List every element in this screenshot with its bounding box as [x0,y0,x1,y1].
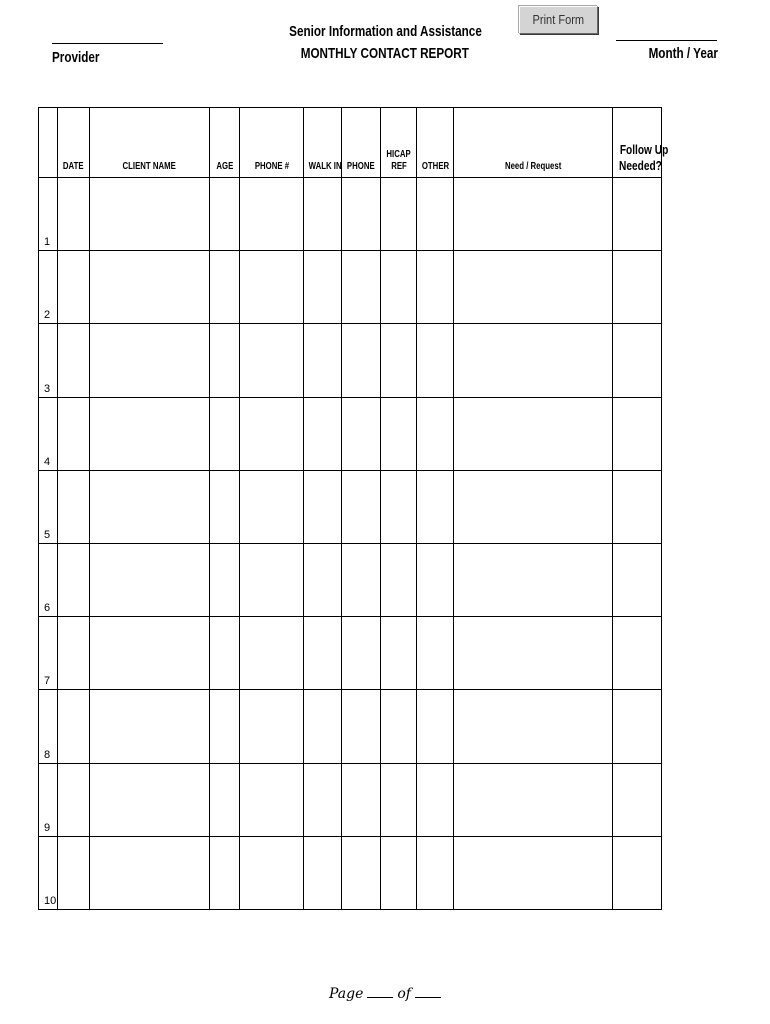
row-number: 2 [39,251,58,324]
hicap-ref-cell[interactable] [381,470,417,543]
row-number: 5 [39,470,58,543]
walk-in-cell[interactable] [304,470,342,543]
follow-up-cell[interactable] [613,763,662,836]
date-cell[interactable] [58,470,90,543]
client-name-cell[interactable] [90,178,210,251]
page-number-field[interactable] [367,985,393,998]
walk-in-cell[interactable] [304,836,342,909]
column-header-number [39,108,58,178]
row-number: 6 [39,543,58,616]
phone-number-cell[interactable] [240,543,304,616]
phone-cell[interactable] [342,470,381,543]
month-year-label: Month / Year [648,45,718,62]
month-year-field-line[interactable] [616,40,717,41]
table-row [39,470,662,543]
column-header-hicap-ref: HICAP REF [381,108,417,178]
phone-cell[interactable] [342,690,381,763]
phone-number-cell[interactable] [240,470,304,543]
table-row [39,543,662,616]
row-number: 4 [39,397,58,470]
phone-cell[interactable] [342,397,381,470]
follow-up-cell[interactable] [613,324,662,397]
phone-cell[interactable] [342,617,381,690]
age-cell[interactable] [210,251,240,324]
need-request-cell[interactable] [454,690,613,763]
of-label: of [397,986,411,1002]
walk-in-cell[interactable] [304,324,342,397]
other-cell[interactable] [417,251,454,324]
age-cell[interactable] [210,836,240,909]
client-name-cell[interactable] [90,836,210,909]
date-cell[interactable] [58,617,90,690]
column-header-date: DATE [58,108,90,178]
age-cell[interactable] [210,763,240,836]
column-header-client-name: CLIENT NAME [90,108,210,178]
table-row [39,178,662,251]
contact-report-table [38,107,669,910]
follow-up-cell[interactable] [613,543,662,616]
other-cell[interactable] [417,178,454,251]
client-name-cell[interactable] [90,763,210,836]
walk-in-cell[interactable] [304,543,342,616]
follow-up-cell[interactable] [613,178,662,251]
phone-number-cell[interactable] [240,178,304,251]
date-cell[interactable] [58,836,90,909]
date-cell[interactable] [58,251,90,324]
phone-cell[interactable] [342,178,381,251]
other-cell[interactable] [417,690,454,763]
follow-up-cell[interactable] [613,836,662,909]
hicap-ref-cell[interactable] [381,251,417,324]
other-cell[interactable] [417,543,454,616]
table-row [39,836,662,909]
hicap-ref-cell[interactable] [381,690,417,763]
phone-cell[interactable] [342,836,381,909]
other-cell[interactable] [417,470,454,543]
age-cell[interactable] [210,543,240,616]
hicap-ref-cell[interactable] [381,617,417,690]
phone-cell[interactable] [342,543,381,616]
phone-cell[interactable] [342,324,381,397]
column-header-age: AGE [210,108,240,178]
other-cell[interactable] [417,836,454,909]
walk-in-cell[interactable] [304,690,342,763]
follow-up-cell[interactable] [613,690,662,763]
need-request-cell[interactable] [454,836,613,909]
row-number: 9 [39,763,58,836]
column-header-follow-up: Follow Up Needed? [613,108,662,178]
age-cell[interactable] [210,470,240,543]
age-cell[interactable] [210,178,240,251]
age-cell[interactable] [210,324,240,397]
follow-up-cell[interactable] [613,251,662,324]
row-number: 8 [39,690,58,763]
hicap-ref-cell[interactable] [381,836,417,909]
need-request-cell[interactable] [454,763,613,836]
walk-in-cell[interactable] [304,178,342,251]
other-cell[interactable] [417,763,454,836]
table-row [39,251,662,324]
client-name-cell[interactable] [90,251,210,324]
age-cell[interactable] [210,397,240,470]
hicap-ref-cell[interactable] [381,178,417,251]
table-row [39,763,662,836]
row-number: 7 [39,617,58,690]
client-name-cell[interactable] [90,324,210,397]
page-label: Page [328,986,364,1002]
need-request-cell[interactable] [454,251,613,324]
client-name-cell[interactable] [90,397,210,470]
date-cell[interactable] [58,324,90,397]
column-header-walk-in: WALK IN [304,108,342,178]
provider-label: Provider [52,49,100,66]
row-number: 3 [39,324,58,397]
date-cell[interactable] [58,690,90,763]
need-request-cell[interactable] [454,543,613,616]
phone-cell[interactable] [342,763,381,836]
date-cell[interactable] [58,763,90,836]
client-name-cell[interactable] [90,543,210,616]
phone-number-cell[interactable] [240,397,304,470]
column-header-phone: PHONE [342,108,381,178]
walk-in-cell[interactable] [304,397,342,470]
phone-number-cell[interactable] [240,763,304,836]
other-cell[interactable] [417,324,454,397]
phone-number-cell[interactable] [240,617,304,690]
need-request-cell[interactable] [454,617,613,690]
phone-cell[interactable] [342,251,381,324]
follow-up-cell[interactable] [613,397,662,470]
page-footer [300,985,470,1002]
other-cell[interactable] [417,397,454,470]
hicap-ref-cell[interactable] [381,397,417,470]
table-row [39,324,662,397]
hicap-ref-cell[interactable] [381,763,417,836]
need-request-cell[interactable] [454,324,613,397]
table-header-row [39,108,662,178]
phone-number-cell[interactable] [240,251,304,324]
walk-in-cell[interactable] [304,617,342,690]
walk-in-cell[interactable] [304,251,342,324]
other-cell[interactable] [417,617,454,690]
column-header-other: OTHER [417,108,454,178]
phone-number-cell[interactable] [240,324,304,397]
need-request-cell[interactable] [454,397,613,470]
row-number: 1 [39,178,58,251]
form-subtitle: MONTHLY CONTACT REPORT [300,45,470,62]
need-request-cell[interactable] [454,178,613,251]
client-name-cell[interactable] [90,470,210,543]
page-total-field[interactable] [415,985,441,998]
table-row [39,617,662,690]
column-header-phone-number: PHONE # [240,108,304,178]
hicap-ref-cell[interactable] [381,543,417,616]
follow-up-cell[interactable] [613,470,662,543]
hicap-ref-cell[interactable] [381,324,417,397]
column-header-need-request: Need / Request [454,108,613,178]
age-cell[interactable] [210,690,240,763]
form-title: Senior Information and Assistance [288,23,482,40]
follow-up-cell[interactable] [613,617,662,690]
row-number: 10 [39,836,58,909]
phone-number-cell[interactable] [240,690,304,763]
date-cell[interactable] [58,543,90,616]
client-name-cell[interactable] [90,617,210,690]
table-row [39,397,662,470]
print-form-button[interactable]: Print Form [519,6,598,34]
age-cell[interactable] [210,617,240,690]
phone-number-cell[interactable] [240,836,304,909]
walk-in-cell[interactable] [304,763,342,836]
client-name-cell[interactable] [90,690,210,763]
provider-field-line[interactable] [52,43,163,44]
date-cell[interactable] [58,178,90,251]
need-request-cell[interactable] [454,470,613,543]
table-row [39,690,662,763]
date-cell[interactable] [58,397,90,470]
